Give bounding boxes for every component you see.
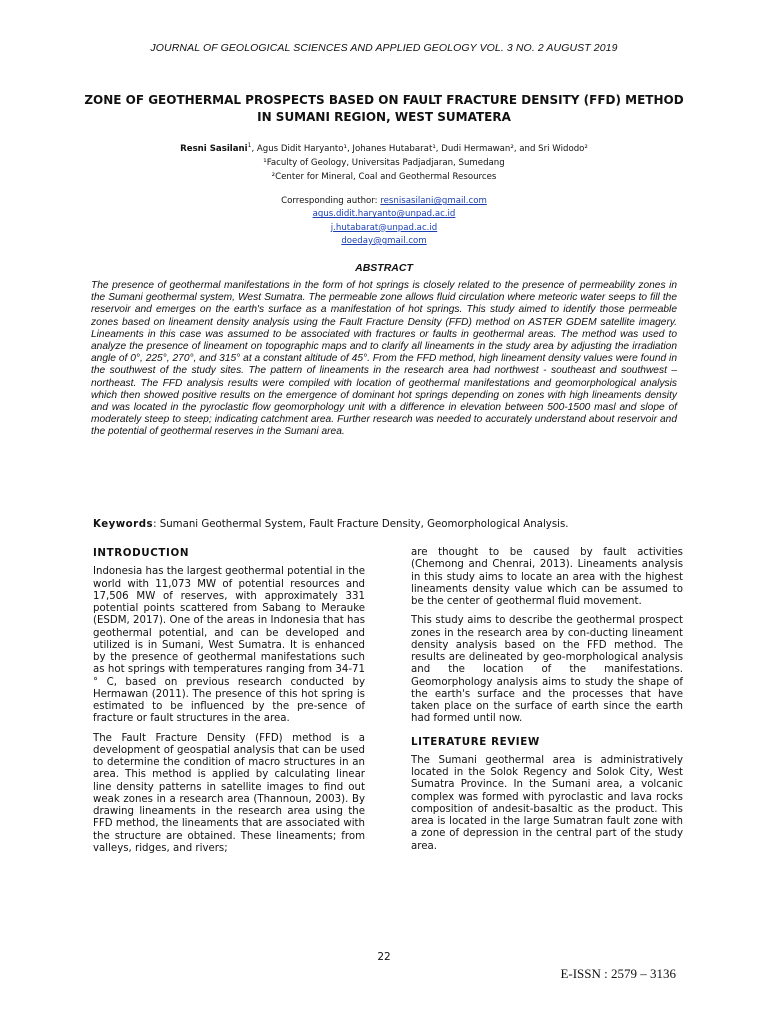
issn: E-ISSN : 2579 – 3136 [560,966,676,981]
literature-review-heading: LITERATURE REVIEW [411,735,540,748]
author-list [0,139,768,156]
title-line-2: IN SUMANI REGION, WEST SUMATERA [257,110,511,124]
right-column [411,547,683,860]
email-link-3[interactable]: j.hutabarat@unpad.ac.id [330,222,438,233]
title-line-1: ZONE OF GEOTHERMAL PROSPECTS BASED ON FAULT FRACTURE DENSITY (FFD) METHOD [84,93,684,107]
journal-header: JOURNAL OF GEOLOGICAL SCIENCES AND APPLIED GEOLOGY VOL. 3 NO. 2 AUGUST 2019 [150,42,618,54]
keywords-text: : Sumani Geothermal System, Fault Fracture Density, Geomorphological Analysis. [153,519,569,530]
left-column [93,547,365,862]
contact-block [0,195,768,248]
corresponding-line [0,195,768,208]
abstract-text: The presence of geothermal manifestations in the form of hot springs is closely related to the presence of permeability zones in the Sumani geothermal system, West Sumatra. The permeable zone allows fluid circulation where meteoric water seeps to fill the reservoir and emerges on the earth's surface as a manifestation of hot springs. This study aimed to identify those permeable zones based on lineament density analysis using the Fault Fracture Density (FFD) method on ASTER GDEM satellite imagery. Lineaments in this case was assumed to be associated with fractures or faults in geothermal areas. The method was used to analyze the presence of lineament on topographic maps and to clarify all lineaments in the study area by adjusting the irradiation angle of 0°, 225°, 270°, and 315° at a constant altitude of 45°. From the FFD method, high lineament density values were found in the southwest of the study sites. The pattern of lineaments in the research area had northwest - southeast and southwest – northeast. The FFD analysis results were compiled with location of geothermal manifestations and geomorphological analysis which then showed positive results on the emergence of dominant hot springs depending on zones with high lineaments density and was located in the pyroclastic flow geomorphology unit with a difference in elevation between 500-1500 masl and slope of moderately steep to steep; indicating catchment area. Further research was needed to accurately understand about reservoir and the potential of geothermal reserves in the Sumani area. [91,280,677,438]
intro-paragraph-4: This study aims to describe the geothermal prospect zones in the research area by con-ducting lineament density analysis based on the FFD method. The results are delineated by geo-morphological analysis and the location of the manifestations. Geomorphology analysis aims to study the shape of the earth's surface and the processes that have taken place on the surface of earth since the earth had formed until now. [411,615,683,725]
abstract-heading: ABSTRACT [355,262,413,274]
other-authors: , Agus Didit Haryanto¹, Johanes Hutabarat¹, Dudi Hermawan², and Sri Widodo² [251,143,588,154]
intro-paragraph-2: The Fault Fracture Density (FFD) method is a development of geospatial analysis that can be used to determine the condition of macro structures in an area. This method is applied by calculating linear line density patterns in satellite images to find out weak zones in a research area (Thannoun, 2003). By drawing lineaments in the research area using the FFD method, the lineaments that are associated with the structure are obtained. These lineaments; from valleys, ridges, and rivers; [93,732,365,854]
email-link-1[interactable]: resnisasilani@gmail.com [380,196,487,206]
introduction-heading: INTRODUCTION [93,547,190,559]
email-link-4[interactable]: doeday@gmail.com [341,235,427,246]
paper-title [80,92,688,126]
lead-author-sup: 1 [247,142,252,149]
literature-paragraph-1: The Sumani geothermal area is administratively located in the Solok Regency and Solok City, West Sumatra Province. In the Sumani area, a volcanic complex was formed with pyroclastic and lava rocks composition of andesit-basaltic as the product. This area is located in the large Sumatran fault zone with a zone of depression in the central part of the study area. [411,754,683,852]
affiliation-1: ¹Faculty of Geology, Universitas Padjadjaran, Sumedang [263,157,505,168]
corresponding-label: Corresponding author: [281,196,381,206]
lead-author: Resni Sasilani [180,143,248,154]
affiliation-2: ²Center for Mineral, Coal and Geothermal Resources [271,171,497,182]
keywords-label: Keywords [93,519,154,530]
intro-paragraph-3: are thought to be caused by fault activities (Chemong and Chenrai, 2013). Lineaments analysis in this study aims to locate an area with the highest lineaments density value which can be assumed to be the center of geothermal fluid movement. [411,547,683,607]
page-number: 22 [377,951,391,963]
keywords [93,519,683,530]
author-block [0,139,768,184]
intro-paragraph-1: Indonesia has the largest geothermal potential in the world with 11,073 MW of potential resources and 17,506 MW of reserves, with approximately 331 potential points scattered from Sabang to Merauke (ESDM, 2017). One of the areas in Indonesia that has geothermal potential, and can be developed and utilized is in Sumani, West Sumatra. It is enhanced by the presence of geothermal manifestations such as hot springs with temperatures ranging from 34-71 ° C, based on previous research conducted by Hermawan (2011). The presence of this hot spring is estimated to be influenced by the pre-sence of fracture or fault structures in the area. [93,566,365,725]
email-link-2[interactable]: agus.didit.haryanto@unpad.ac.id [312,209,456,220]
